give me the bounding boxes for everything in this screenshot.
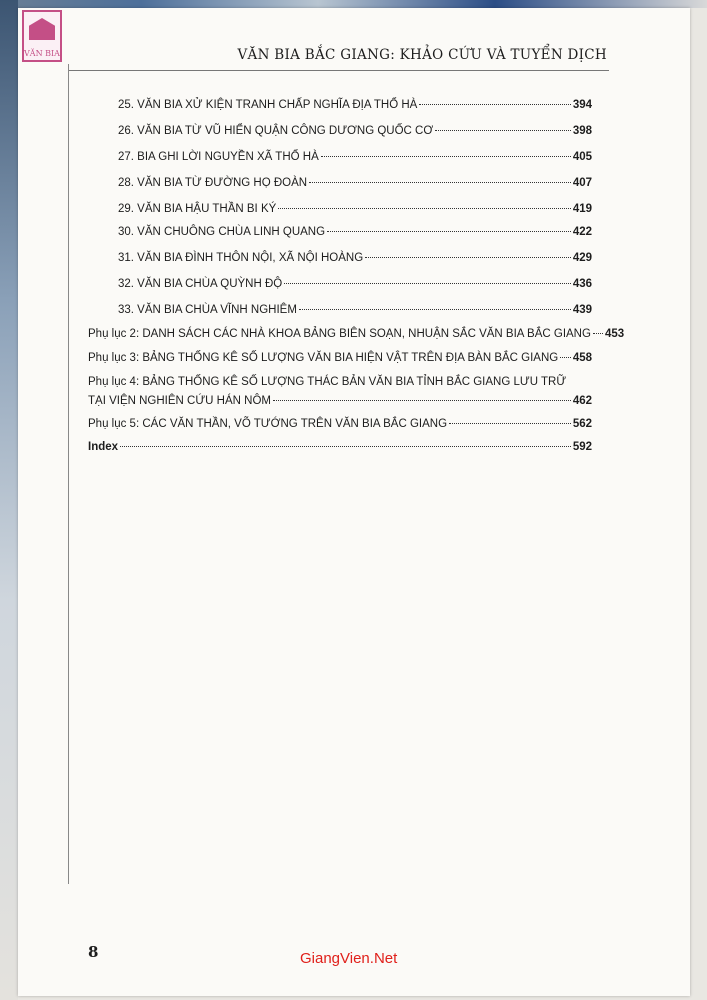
dot-leader (419, 104, 570, 105)
photo-background-strip (0, 0, 707, 8)
toc-entry[interactable]: 25. VĂN BIA XỬ KIỆN TRANH CHẤP NGHĨA ĐỊA THỔ HÀ 394 (118, 99, 592, 111)
dot-leader (284, 283, 571, 284)
toc-entry[interactable]: 33. VĂN BIA CHÙA VĨNH NGHIÊM 439 (118, 304, 592, 316)
logo-text: VĂN BIA (24, 49, 60, 58)
publisher-logo (22, 10, 62, 62)
header-rule (68, 70, 609, 71)
watermark-text: GiangVien.Net (300, 950, 398, 967)
dot-leader (435, 130, 571, 131)
dot-leader (560, 357, 571, 358)
running-header-title: VĂN BIA BẮC GIANG: KHẢO CỨU VÀ TUYỂN DỊCH (237, 47, 607, 63)
toc-entry[interactable]: 28. VĂN BIA TỪ ĐƯỜNG HỌ ĐOÀN 407 (118, 177, 592, 189)
pagoda-icon (29, 18, 55, 40)
dot-leader (309, 182, 571, 183)
dot-leader (278, 208, 571, 209)
toc-entry-index[interactable]: Index 592 (88, 441, 592, 453)
dot-leader (299, 309, 571, 310)
dot-leader (327, 231, 571, 232)
table-of-contents (88, 98, 625, 454)
dot-leader (593, 333, 603, 334)
toc-entry[interactable]: 31. VĂN BIA ĐÌNH THÔN NỘI, XÃ NỘI HOÀNG 429 (118, 252, 592, 264)
dot-leader (449, 423, 571, 424)
toc-entry[interactable]: 30. VĂN CHUÔNG CHÙA LINH QUANG 422 (118, 226, 592, 238)
toc-entry[interactable]: Phụ lục 2: DANH SÁCH CÁC NHÀ KHOA BẢNG BIÊN SOẠN, NHUẬN SẮC VĂN BIA BẮC GIANG 453 (88, 328, 625, 340)
dot-leader (365, 257, 571, 258)
toc-entry[interactable]: 27. BIA GHI LỜI NGUYỀN XÃ THỔ HÀ 405 (118, 151, 592, 163)
toc-entry[interactable]: 26. VĂN BIA TỪ VŨ HIỂN QUẬN CÔNG DƯƠNG QUỐC CƠ 398 (118, 125, 592, 137)
toc-entry[interactable]: Phụ lục 4: BẢNG THỐNG KÊ SỐ LƯỢNG THÁC BẢN VĂN BIA TỈNH BẮC GIANG LƯU TRỮ TẠI VIỆN NGHIÊN CỨU HÁN NÔM 462 (88, 376, 592, 407)
toc-entry[interactable]: Phụ lục 5: CÁC VĂN THẦN, VÕ TƯỚNG TRÊN VĂN BIA BẮC GIANG 562 (88, 418, 592, 430)
dot-leader (120, 446, 571, 447)
toc-entry[interactable]: 32. VĂN BIA CHÙA QUỲNH ĐỘ 436 (118, 278, 592, 290)
page-number: 8 (88, 943, 99, 961)
dot-leader (273, 400, 571, 401)
toc-entry[interactable]: 29. VĂN BIA HẬU THẦN BI KÝ 419 (118, 203, 592, 215)
photo-background-edge (0, 0, 18, 1000)
toc-entry[interactable]: Phụ lục 3: BẢNG THỐNG KÊ SỐ LƯỢNG VĂN BIA HIỆN VẬT TRÊN ĐỊA BÀN BẮC GIANG 458 (88, 352, 592, 364)
margin-rule (68, 64, 69, 884)
dot-leader (321, 156, 571, 157)
